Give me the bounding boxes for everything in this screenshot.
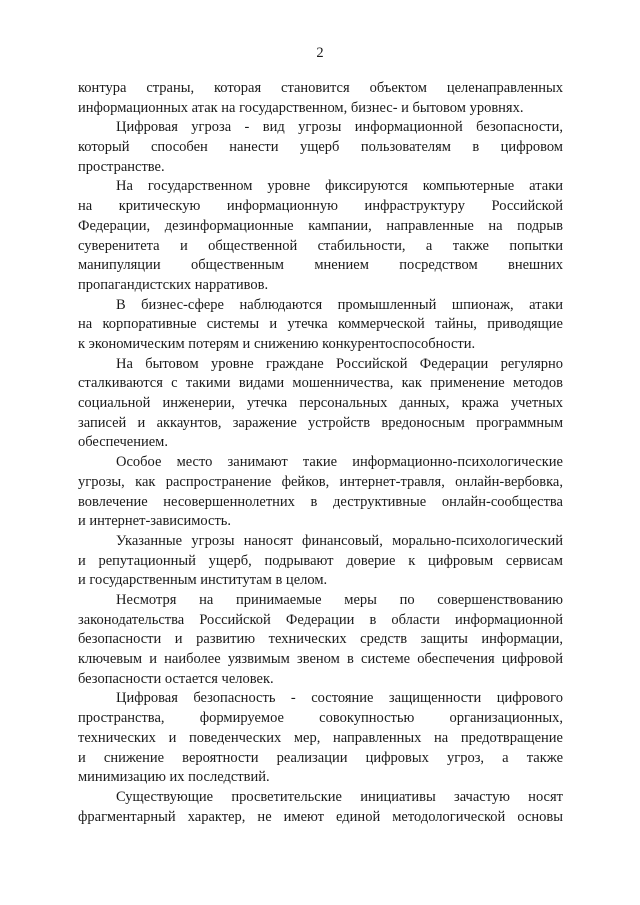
- paragraph: [78, 296, 563, 355]
- text-line: Цифровая угроза - вид угрозы информационной безопасности,: [116, 119, 563, 136]
- text-line: технических и поведенческих мер, направленных на предотвращение: [78, 729, 563, 746]
- text-line: минимизацию их последствий.: [78, 769, 270, 786]
- text-line: вовлечение несовершеннолетних в деструктивные онлайн-сообщества: [78, 493, 563, 510]
- paragraph: [78, 355, 563, 453]
- text-line: В бизнес-сфере наблюдаются промышленный шпионаж, атаки: [116, 296, 563, 313]
- text-line: На государственном уровне фиксируются компьютерные атаки: [116, 178, 563, 195]
- text-line: пространстве.: [78, 158, 165, 175]
- paragraph: [78, 118, 563, 177]
- text-line: на критическую информационную инфраструктуру Российской: [78, 198, 563, 215]
- paragraph: [78, 689, 563, 787]
- text-line: законодательства Российской Федерации в области информационной: [78, 611, 563, 628]
- text-line: Федерации, дезинформационные кампании, направленные на подрыв: [78, 217, 563, 234]
- text-line: угрозы, как распространение фейков, интернет-травля, онлайн-вербовка,: [78, 473, 563, 490]
- text-line: манипуляции общественным мнением посредством внешних: [78, 257, 563, 274]
- document-body: [78, 79, 563, 827]
- paragraph: [78, 177, 563, 295]
- paragraph: [78, 453, 563, 532]
- page-number: 2: [316, 45, 324, 61]
- text-line: пропагандистских нарративов.: [78, 276, 269, 293]
- text-line: к экономическим потерям и снижению конкурентоспособности.: [78, 335, 476, 352]
- text-line: ключевым и наиболее уязвимым звеном в системе обеспечения цифровой: [78, 651, 563, 668]
- text-line: Указанные угрозы наносят финансовый, морально-психологический: [116, 532, 563, 549]
- text-line: пространства, формируемое совокупностью организационных,: [78, 710, 563, 727]
- text-line: информационных атак на государственном, бизнес- и бытовом уровнях.: [78, 99, 524, 116]
- text-line: обеспечением.: [78, 434, 168, 451]
- paragraph: [78, 79, 563, 118]
- text-line: и снижение вероятности реализации цифровых угроз, а также: [78, 749, 563, 766]
- text-line: Особое место занимают такие информационно-психологические: [116, 454, 563, 471]
- text-line: сталкиваются с такими видами мошенничества, как применение методов: [78, 375, 563, 392]
- text-line: фрагментарный характер, не имеют единой методологической основы: [78, 808, 563, 825]
- text-line: безопасности остается человек.: [78, 670, 274, 687]
- text-line: на корпоративные системы и утечка коммерческой тайны, приводящие: [78, 316, 563, 333]
- text-line: контура страны, которая становится объектом целенаправленных: [78, 80, 563, 96]
- text-line: суверенитета и общественной стабильности, а также попытки: [78, 237, 563, 254]
- text-line: Несмотря на принимаемые меры по совершенствованию: [116, 591, 563, 608]
- paragraph: [78, 788, 563, 827]
- text-line: и интернет-зависимость.: [78, 513, 232, 530]
- paragraph: [78, 591, 563, 689]
- text-line: и государственным институтам в целом.: [78, 572, 328, 589]
- text-line: На бытовом уровне граждане Российской Федерации регулярно: [116, 355, 563, 372]
- text-line: социальной инженерии, утечка персональных данных, кража учетных: [78, 395, 563, 412]
- text-line: который способен нанести ущерб пользователям в цифровом: [78, 139, 563, 156]
- text-line: Существующие просветительские инициативы зачастую носят: [116, 788, 563, 805]
- text-line: и репутационный ущерб, подрывают доверие к цифровым сервисам: [78, 552, 563, 569]
- paragraph: [78, 532, 563, 591]
- text-line: безопасности и развитию технических средств защиты информации,: [78, 631, 563, 648]
- text-line: записей и аккаунтов, заражение устройств вредоносным программным: [78, 414, 563, 431]
- text-line: Цифровая безопасность - состояние защищенности цифрового: [116, 690, 563, 707]
